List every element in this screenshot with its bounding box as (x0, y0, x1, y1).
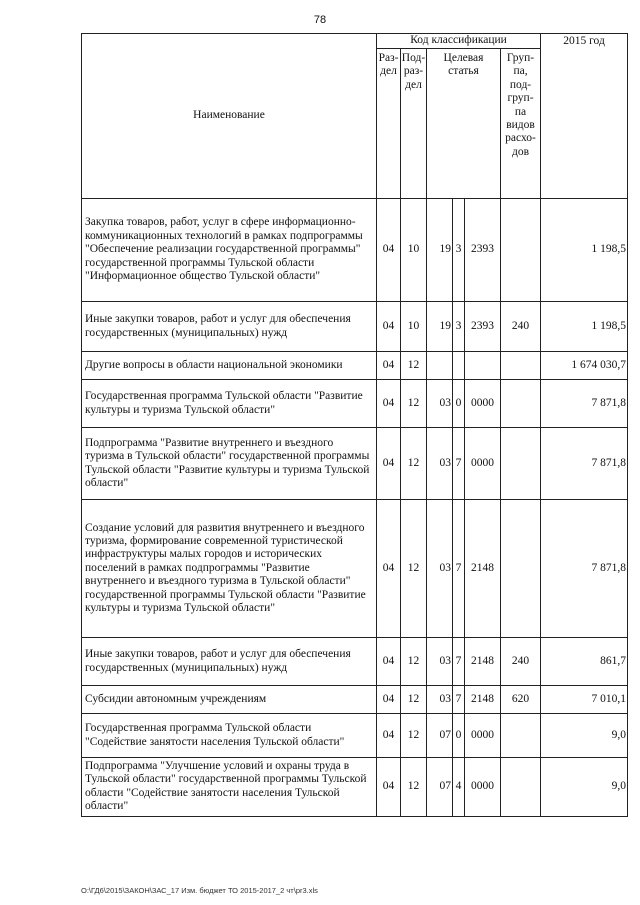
row-razdel: 04 (377, 352, 401, 380)
header-celevaya-statya: Целевая статья (427, 49, 501, 199)
row-podrazdel: 12 (401, 380, 427, 428)
row-razdel: 04 (377, 199, 401, 302)
table-row (82, 199, 628, 302)
row-cs-program: 03 (427, 500, 453, 638)
row-podrazdel: 10 (401, 302, 427, 352)
table-row (82, 686, 628, 714)
row-razdel: 04 (377, 638, 401, 686)
header-name: Наименование (82, 34, 377, 199)
row-podrazdel: 12 (401, 758, 427, 817)
row-cs-subprogram: 7 (453, 500, 465, 638)
row-cs-subprogram: 0 (453, 714, 465, 758)
row-cs-subprogram: 3 (453, 199, 465, 302)
row-vid-rashodov (501, 380, 541, 428)
row-amount: 7 010,1 (541, 686, 628, 714)
row-name: Закупка товаров, работ, услуг в сфере информационно-коммуникационных технологий в рамках подпрограммы "Обеспечение реализации государственной программы" государственной программы Тульской области "Информационное общество Тульской области" (82, 199, 377, 302)
row-vid-rashodov (501, 500, 541, 638)
row-cs-subprogram: 0 (453, 380, 465, 428)
row-amount: 1 198,5 (541, 302, 628, 352)
header-podrazdel: Под- раз- дел (401, 49, 427, 199)
row-razdel: 04 (377, 302, 401, 352)
row-cs-subprogram: 7 (453, 638, 465, 686)
row-name: Государственная программа Тульской области "Развитие культуры и туризма Тульской области" (82, 380, 377, 428)
table-row (82, 758, 628, 817)
row-cs-subprogram: 7 (453, 686, 465, 714)
row-cs-direction: 0000 (465, 714, 501, 758)
row-amount: 861,7 (541, 638, 628, 686)
row-razdel: 04 (377, 500, 401, 638)
page-number: 78 (313, 14, 327, 26)
row-cs-program: 07 (427, 758, 453, 817)
row-amount: 7 871,8 (541, 380, 628, 428)
row-podrazdel: 12 (401, 686, 427, 714)
row-name: Иные закупки товаров, работ и услуг для обеспечения государственных (муниципальных) нужд (82, 302, 377, 352)
table-row (82, 380, 628, 428)
row-cs-direction: 2148 (465, 500, 501, 638)
row-cs-program (427, 352, 453, 380)
row-vid-rashodov (501, 352, 541, 380)
table-row (82, 352, 628, 380)
row-amount: 1 674 030,7 (541, 352, 628, 380)
row-cs-program: 03 (427, 428, 453, 500)
row-razdel: 04 (377, 714, 401, 758)
row-vid-rashodov: 240 (501, 638, 541, 686)
row-name: Подпрограмма "Улучшение условий и охраны труда в Тульской области" государственной программы Тульской области "Содействие занятости населения Тульской области" (82, 758, 377, 817)
row-cs-subprogram: 3 (453, 302, 465, 352)
table-row (82, 638, 628, 686)
row-razdel: 04 (377, 428, 401, 500)
row-cs-program: 19 (427, 302, 453, 352)
header-classification: Код классификации (377, 34, 541, 49)
footer-file-path: O:\ГД6\2015\ЗАКОН\ЗАС_17 Изм. бюджет ТО 2015-2017_2 чт\pr3.xls (81, 886, 318, 895)
row-cs-program: 19 (427, 199, 453, 302)
row-amount: 7 871,8 (541, 428, 628, 500)
row-amount: 1 198,5 (541, 199, 628, 302)
header-gruppa-vidov-rashodov: Груп- па, под- груп- па видов расхо- дов (501, 49, 541, 199)
row-podrazdel: 12 (401, 638, 427, 686)
row-cs-direction: 2393 (465, 302, 501, 352)
row-podrazdel: 12 (401, 500, 427, 638)
row-cs-direction: 2393 (465, 199, 501, 302)
table-row (82, 302, 628, 352)
row-name: Государственная программа Тульской области "Содействие занятости населения Тульской области" (82, 714, 377, 758)
table-body (82, 199, 628, 817)
row-razdel: 04 (377, 380, 401, 428)
row-cs-direction: 2148 (465, 638, 501, 686)
budget-table (81, 33, 628, 817)
header-razdel: Раз- дел (377, 49, 401, 199)
header-row-top (82, 34, 628, 49)
table-row (82, 714, 628, 758)
row-name: Подпрограмма "Развитие внутреннего и въездного туризма в Тульской области" государственной программы Тульской области "Развитие культуры и туризма Тульской области" (82, 428, 377, 500)
row-vid-rashodov (501, 714, 541, 758)
row-amount: 9,0 (541, 714, 628, 758)
row-cs-subprogram (453, 352, 465, 380)
row-vid-rashodov (501, 199, 541, 302)
row-cs-direction: 0000 (465, 428, 501, 500)
row-cs-direction: 2148 (465, 686, 501, 714)
row-amount: 9,0 (541, 758, 628, 817)
header-year: 2015 год (541, 34, 628, 199)
table-row (82, 428, 628, 500)
table-row (82, 500, 628, 638)
row-cs-direction (465, 352, 501, 380)
row-name: Создание условий для развития внутреннего и въездного туризма, формирование современной туристической инфраструктуры малых городов и исторических поселений в рамках подпрограммы "Развитие внутреннего и въездного туризма в Тульской области" государственной программы Тульской области "Развитие культуры и туризма Тульской области" (82, 500, 377, 638)
row-podrazdel: 12 (401, 352, 427, 380)
row-cs-program: 03 (427, 686, 453, 714)
row-vid-rashodov (501, 428, 541, 500)
row-cs-program: 03 (427, 638, 453, 686)
row-vid-rashodov: 240 (501, 302, 541, 352)
row-cs-program: 03 (427, 380, 453, 428)
row-name: Другие вопросы в области национальной экономики (82, 352, 377, 380)
row-name: Субсидии автономным учреждениям (82, 686, 377, 714)
row-cs-program: 07 (427, 714, 453, 758)
row-razdel: 04 (377, 758, 401, 817)
row-razdel: 04 (377, 686, 401, 714)
row-cs-subprogram: 7 (453, 428, 465, 500)
row-vid-rashodov (501, 758, 541, 817)
row-cs-direction: 0000 (465, 758, 501, 817)
row-name: Иные закупки товаров, работ и услуг для обеспечения государственных (муниципальных) нужд (82, 638, 377, 686)
row-vid-rashodov: 620 (501, 686, 541, 714)
row-podrazdel: 12 (401, 714, 427, 758)
row-podrazdel: 10 (401, 199, 427, 302)
row-cs-direction: 0000 (465, 380, 501, 428)
row-podrazdel: 12 (401, 428, 427, 500)
row-amount: 7 871,8 (541, 500, 628, 638)
row-cs-subprogram: 4 (453, 758, 465, 817)
